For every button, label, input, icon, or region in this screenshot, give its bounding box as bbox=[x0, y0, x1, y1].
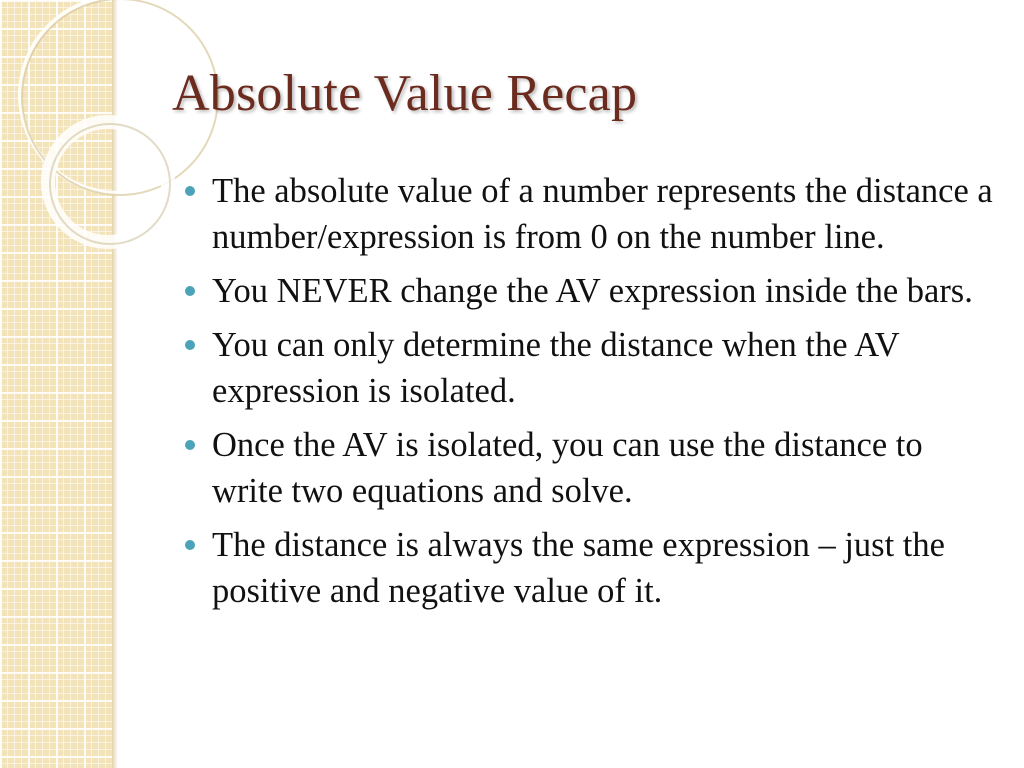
bullet-item bbox=[212, 322, 1002, 414]
bullet-item bbox=[212, 522, 1002, 614]
bullet-marker-icon bbox=[185, 286, 195, 296]
decorative-ring-small-shadow bbox=[50, 124, 170, 244]
bullet-item bbox=[212, 268, 1002, 314]
bullet-marker-icon bbox=[185, 540, 195, 550]
bullet-list bbox=[212, 168, 1002, 622]
bullet-marker-icon bbox=[185, 186, 195, 196]
slide-title: Absolute Value Recap bbox=[172, 65, 638, 122]
bullet-text: The distance is always the same expression – just the positive and negative value of it. bbox=[212, 526, 945, 610]
bullet-text: You NEVER change the AV expression inside the bars. bbox=[212, 272, 973, 310]
bullet-text: The absolute value of a number represents the distance a number/expression is from 0 on the number line. bbox=[212, 172, 993, 256]
bullet-text: You can only determine the distance when the AV expression is isolated. bbox=[212, 326, 900, 410]
bullet-marker-icon bbox=[185, 340, 195, 350]
bullet-item bbox=[212, 168, 1002, 260]
bullet-marker-icon bbox=[185, 440, 195, 450]
bullet-text: Once the AV is isolated, you can use the distance to write two equations and solve. bbox=[212, 426, 923, 510]
bullet-item bbox=[212, 422, 1002, 514]
